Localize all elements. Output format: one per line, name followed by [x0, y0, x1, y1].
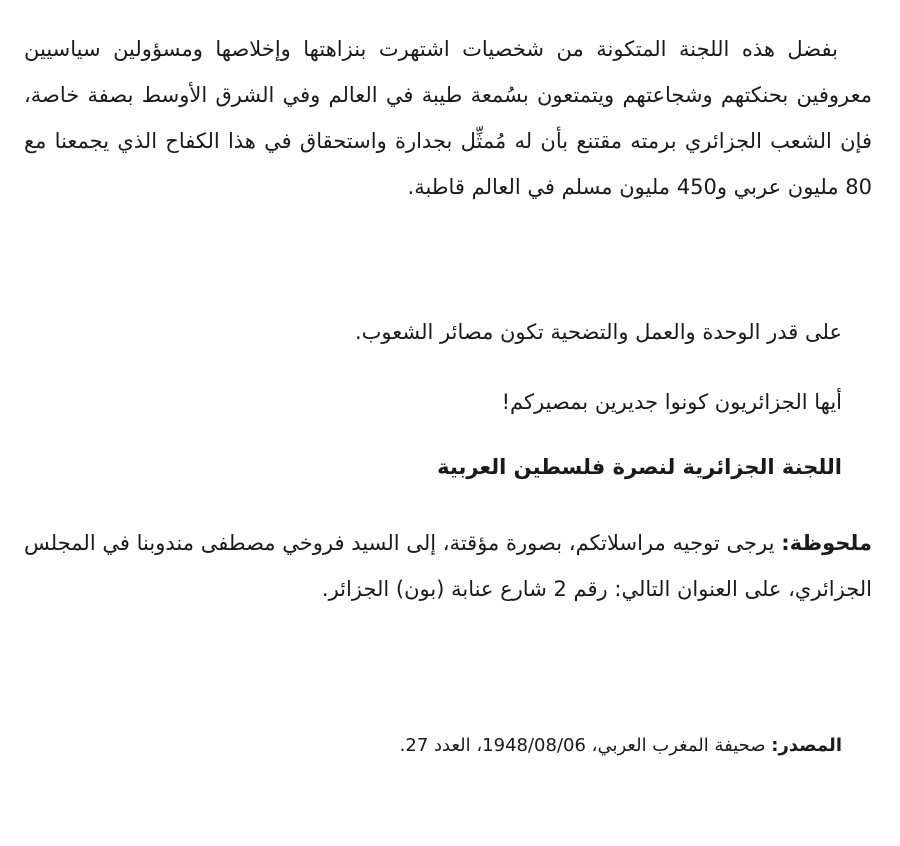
slogan-destiny: أيها الجزائريون كونوا جديرين بمصيركم! — [501, 390, 842, 414]
slogan-unity: على قدر الوحدة والعمل والتضحية تكون مصائر الشعوب. — [354, 320, 842, 344]
note-text: يرجى توجيه مراسلاتكم، بصورة مؤقتة، إلى السيد فروخي مصطفى مندوبنا في المجلس الجزائري، على العنوان التالي: رقم 2 شارع عنابة (بون) الجزائر. — [24, 531, 872, 601]
main-paragraph-text: بفضل هذه اللجنة المتكونة من شخصيات اشتهرت بنزاهتها وإخلاصها ومسؤولين سياسيين معروفين بحنكتهم وشجاعتهم ويتمتعون بسُمعة طيبة في العالم وفي الشرق الأوسط بصفة خاصة، فإن الشعب الجزائري برمته مقتنع بأن له مُمثِّل بجدارة واستحقاق في هذا الكفاح الذي يجمعنا مع 80 مليون عربي و450 مليون مسلم في العالم قاطبة. — [24, 37, 872, 199]
main-paragraph — [24, 26, 872, 210]
note-label: ملحوظة: — [781, 531, 872, 555]
source-citation — [400, 735, 842, 756]
committee-signature: اللجنة الجزائرية لنصرة فلسطين العربية — [437, 455, 842, 479]
note-paragraph — [24, 520, 872, 612]
source-label: المصدر: — [771, 735, 842, 756]
source-text: صحيفة المغرب العربي، 1948/08/06، العدد 27. — [399, 735, 766, 756]
